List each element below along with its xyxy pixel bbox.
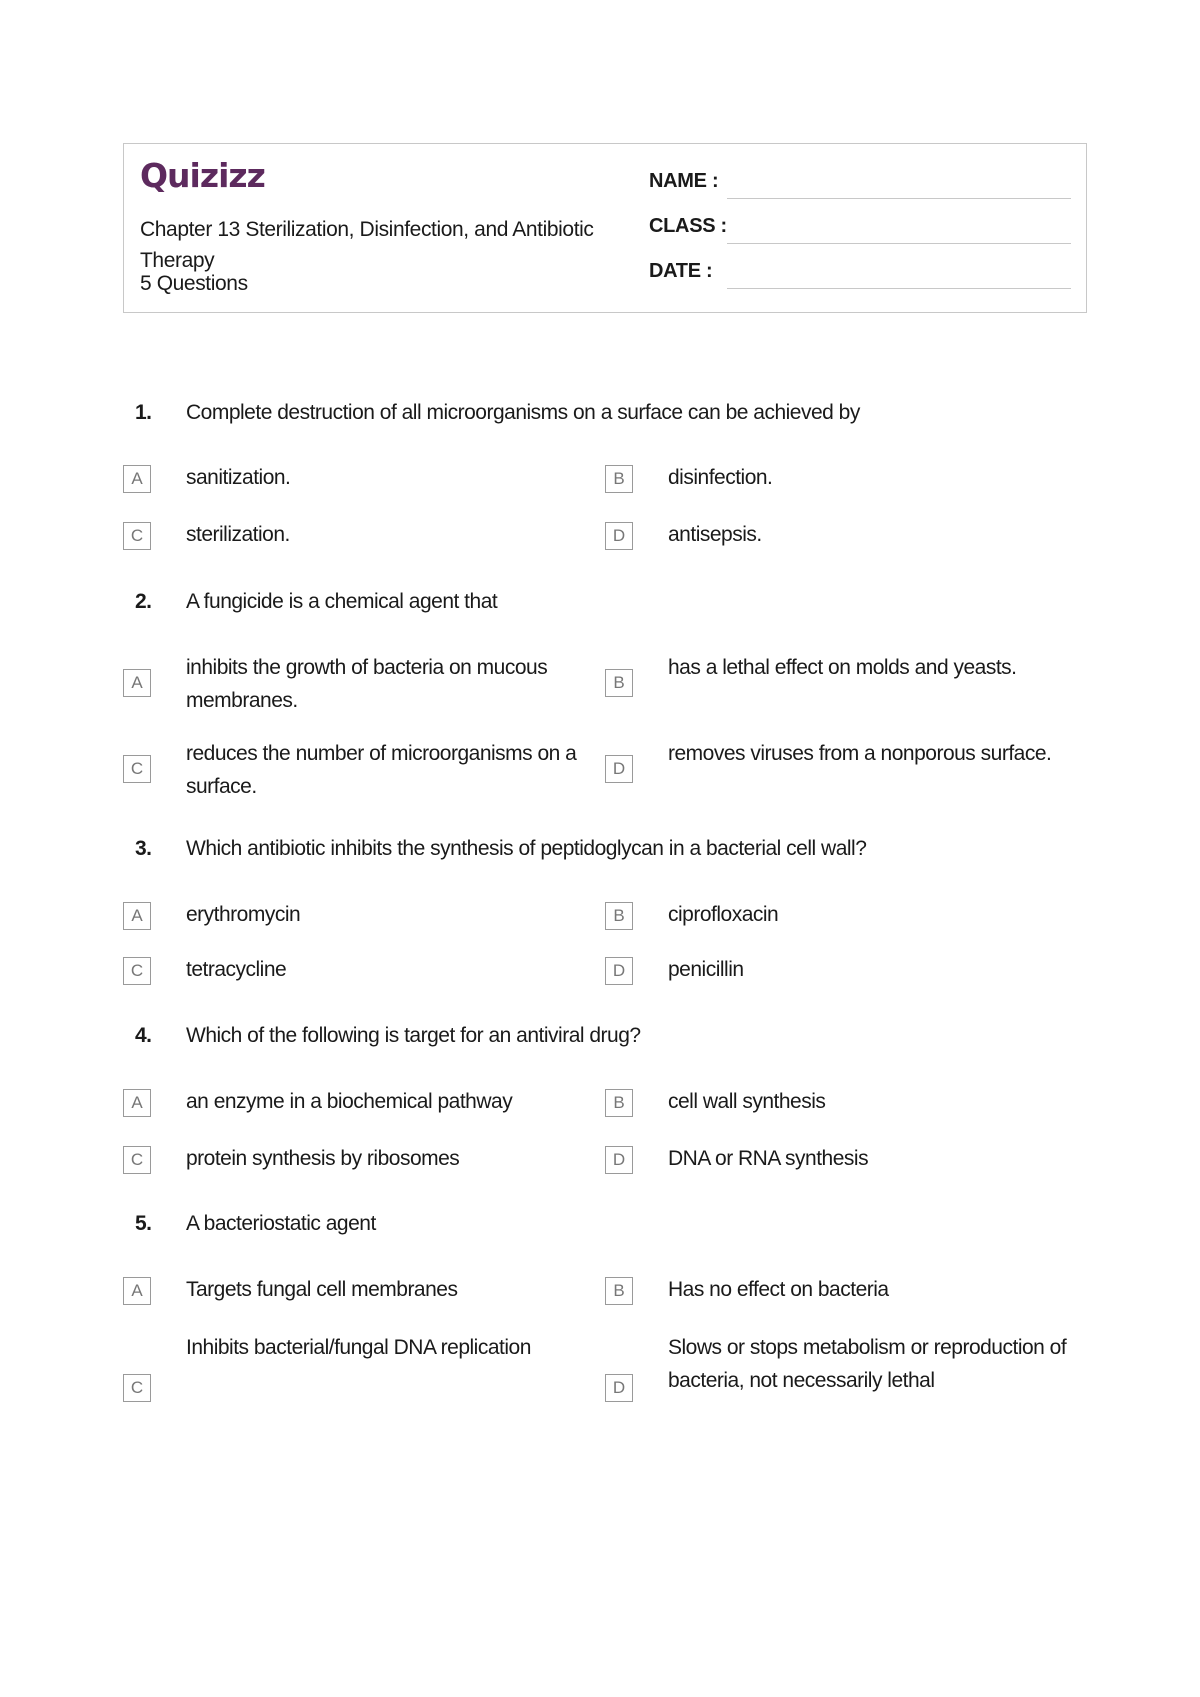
class-field[interactable] [727,243,1071,244]
option-letter: A [123,902,151,930]
option-text: antisepsis. [668,523,762,546]
date-field[interactable] [727,288,1071,289]
question-number: 4. [135,1024,152,1047]
option-letter: B [605,1277,633,1305]
quiz-title: Chapter 13 Sterilization, Disinfection, and Antibiotic Therapy [140,218,594,272]
option-text: erythromycin [186,903,301,926]
option-letter: B [605,1089,633,1117]
option-letter: D [605,522,633,550]
option-letter: C [123,755,151,783]
option-letter: C [123,1374,151,1402]
option-text: Inhibits bacterial/fungal DNA replication [186,1336,531,1359]
option-text: Slows or stops metabolism or reproduction of bacteria, not necessarily lethal [668,1336,1067,1392]
quizizz-logo: Quizizz [140,156,265,195]
option-letter: C [123,957,151,985]
class-label: CLASS : [649,215,727,237]
option-letter: D [605,957,633,985]
option-text: penicillin [668,958,744,981]
question-text: A fungicide is a chemical agent that [186,590,498,613]
question-number: 5. [135,1212,152,1235]
option-letter: D [605,1374,633,1402]
option-letter: A [123,669,151,697]
name-field[interactable] [727,198,1071,199]
question-number: 2. [135,590,152,613]
worksheet-header [123,143,1087,313]
option-text: sterilization. [186,523,290,546]
option-text: inhibits the growth of bacteria on mucous membranes. [186,656,548,712]
option-letter: D [605,1146,633,1174]
option-letter: A [123,1089,151,1117]
option-text: cell wall synthesis [668,1090,826,1113]
question-text: Complete destruction of all microorganisms on a surface can be achieved by [186,401,860,424]
option-text: protein synthesis by ribosomes [186,1147,460,1170]
question-number: 1. [135,401,152,424]
option-letter: B [605,902,633,930]
option-letter: C [123,1146,151,1174]
option-text: sanitization. [186,466,291,489]
option-letter: A [123,1277,151,1305]
option-text: removes viruses from a nonporous surface. [668,742,1052,765]
option-text: has a lethal effect on molds and yeasts. [668,656,1017,679]
option-text: disinfection. [668,466,773,489]
option-text: Targets fungal cell membranes [186,1278,458,1301]
option-letter: C [123,522,151,550]
option-text: reduces the number of microorganisms on a surface. [186,742,577,798]
option-letter: D [605,755,633,783]
question-number: 3. [135,837,152,860]
option-text: ciprofloxacin [668,903,779,926]
option-letter: B [605,669,633,697]
option-text: tetracycline [186,958,287,981]
question-text: A bacteriostatic agent [186,1212,376,1235]
question-count: 5 Questions [140,272,248,295]
name-label: NAME : [649,170,719,192]
question-text: Which antibiotic inhibits the synthesis of peptidoglycan in a bacterial cell wall? [186,837,867,860]
date-label: DATE : [649,260,713,282]
option-letter: B [605,465,633,493]
option-text: Has no effect on bacteria [668,1278,889,1301]
option-text: an enzyme in a biochemical pathway [186,1090,513,1113]
option-text: DNA or RNA synthesis [668,1147,869,1170]
option-letter: A [123,465,151,493]
question-text: Which of the following is target for an antiviral drug? [186,1024,641,1047]
